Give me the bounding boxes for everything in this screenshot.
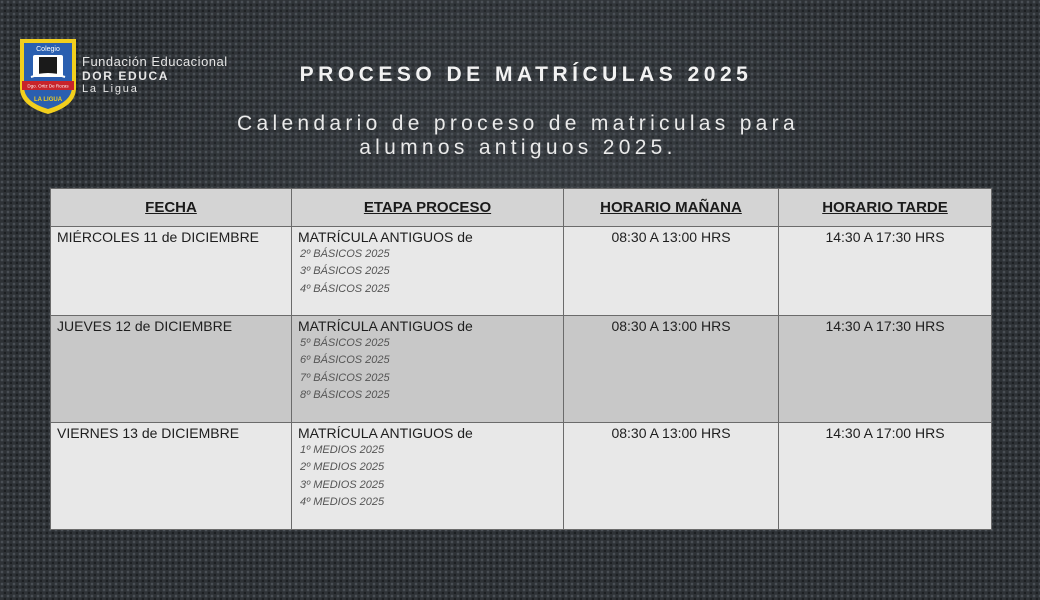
header-horario-manana: HORARIO MAÑANA xyxy=(564,189,779,227)
afternoon-hours-cell: 14:30 A 17:30 HRS xyxy=(779,227,992,316)
level-item: 3º MEDIOS 2025 xyxy=(300,478,385,491)
level-list xyxy=(298,442,557,511)
level-item: 3º BÁSICOS 2025 xyxy=(300,265,390,278)
level-item: 1º MEDIOS 2025 xyxy=(300,444,385,456)
header-horario-tarde: HORARIO TARDE xyxy=(779,189,992,227)
level-item: 2º BÁSICOS 2025 xyxy=(300,248,390,260)
stage-cell xyxy=(292,423,564,530)
date-cell: MIÉRCOLES 11 de DICIEMBRE xyxy=(51,227,292,316)
stage-cell xyxy=(292,227,564,316)
level-item: 4º MEDIOS 2025 xyxy=(300,495,385,508)
svg-text:Colegio: Colegio xyxy=(36,46,60,53)
stage-cell xyxy=(292,316,564,423)
header-fecha: FECHA xyxy=(51,189,292,227)
organization-line2: DOR EDUCA xyxy=(82,69,170,83)
header-etapa-proceso: ETAPA PROCESO xyxy=(292,189,564,227)
level-item: 4º BÁSICOS 2025 xyxy=(300,282,390,295)
page-title: PROCESO DE MATRÍCULAS 2025 xyxy=(299,63,753,86)
table-row xyxy=(51,316,992,423)
stage-title: MATRÍCULA ANTIGUOS de xyxy=(298,425,473,441)
table-row xyxy=(51,227,992,316)
svg-text:LA LIGUA: LA LIGUA xyxy=(33,97,63,103)
morning-hours-cell: 08:30 A 13:00 HRS xyxy=(564,227,779,316)
date-cell: VIERNES 13 de DICIEMBRE xyxy=(51,423,292,530)
afternoon-hours-cell: 14:30 A 17:00 HRS xyxy=(779,423,992,530)
table-row xyxy=(51,423,992,530)
date-cell: JUEVES 12 de DICIEMBRE xyxy=(51,316,292,423)
morning-hours-cell: 08:30 A 13:00 HRS xyxy=(564,423,779,530)
subtitle-line1: Calendario de proceso de matriculas para xyxy=(237,112,799,135)
level-item: 5º BÁSICOS 2025 xyxy=(300,337,390,349)
morning-hours-cell: 08:30 A 13:00 HRS xyxy=(564,316,779,423)
level-list xyxy=(298,246,557,298)
level-item: 6º BÁSICOS 2025 xyxy=(300,354,390,367)
page-subtitle xyxy=(0,112,1036,160)
organization-line1: Fundación Educacional xyxy=(82,54,228,69)
level-item: 2º MEDIOS 2025 xyxy=(300,461,385,474)
level-item: 8º BÁSICOS 2025 xyxy=(300,388,390,401)
stage-title: MATRÍCULA ANTIGUOS de xyxy=(298,229,473,245)
subtitle-line2: alumnos antiguos 2025. xyxy=(359,136,677,159)
organization-line3: La Ligua xyxy=(82,83,139,95)
enrollment-schedule-table xyxy=(50,188,992,530)
level-list xyxy=(298,335,557,404)
afternoon-hours-cell: 14:30 A 17:30 HRS xyxy=(779,316,992,423)
table-header-row xyxy=(51,189,992,227)
stage-title: MATRÍCULA ANTIGUOS de xyxy=(298,318,473,334)
svg-text:Dgo. Ortiz De Rozas: Dgo. Ortiz De Rozas xyxy=(27,83,69,89)
level-item: 7º BÁSICOS 2025 xyxy=(300,371,390,384)
